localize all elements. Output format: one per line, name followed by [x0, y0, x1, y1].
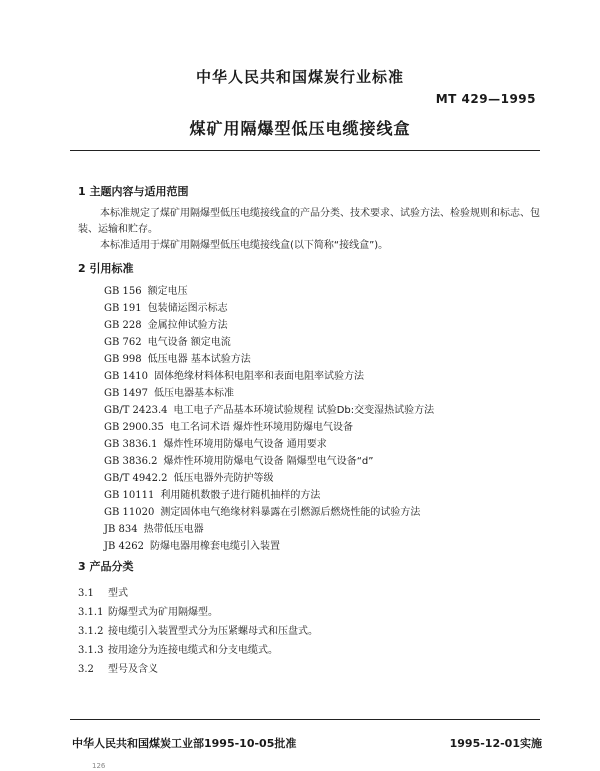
section-1-paragraph-1: 本标准规定了煤矿用隔爆型低压电缆接线盒的产品分类、技术要求、试验方法、检验规则和标志、包装、运输和贮存。	[78, 208, 540, 235]
reference-item: JB 834 热带低压电器	[104, 524, 204, 535]
section-1-paragraph-2: 本标准适用于煤矿用隔爆型低压电缆接线盒(以下简称“接线盒”)。	[100, 240, 389, 251]
reference-item: JB 4262 防爆电器用橡套电缆引入装置	[104, 541, 280, 552]
section-3-heading: 3 产品分类	[78, 560, 134, 573]
reference-item: GB 1497 低压电器基本标准	[104, 388, 234, 399]
reference-item: GB 3836.1 爆炸性环境用防爆电气设备 通用要求	[104, 439, 327, 450]
page-number: 126	[92, 762, 106, 770]
reference-item: GB/T 2423.4 电工电子产品基本环境试验规程 试验Db:交变湿热试验方法	[104, 405, 435, 416]
reference-item: GB 10111 利用随机数骰子进行随机抽样的方法	[104, 490, 321, 501]
footer-divider	[70, 719, 540, 720]
approval-statement: 中华人民共和国煤炭工业部1995-10-05批准	[72, 737, 297, 750]
reference-item: GB 762 电气设备 额定电流	[104, 337, 231, 348]
reference-item: GB 228 金属拉伸试验方法	[104, 320, 228, 331]
clause-item: 3.1.2 接电缆引入装置型式分为压紧螺母式和压盘式。	[78, 626, 318, 637]
implementation-date: 1995-12-01实施	[449, 737, 542, 750]
reference-item: GB 11020 测定固体电气绝缘材料暴露在引燃源后燃烧性能的试验方法	[104, 507, 421, 518]
clause-item: 3.1 型式	[78, 588, 128, 599]
reference-item: GB 1410 固体绝缘材料体积电阻率和表面电阻率试验方法	[104, 371, 364, 382]
reference-item: GB 2900.35 电工名词术语 爆炸性环境用防爆电气设备	[104, 422, 354, 433]
clause-item: 3.2 型号及含义	[78, 664, 158, 675]
standard-number: MT 429—1995	[435, 92, 536, 106]
issuing-agency: 中华人民共和国煤炭行业标准	[195, 68, 404, 86]
header-divider	[70, 150, 540, 151]
reference-item: GB 998 低压电器 基本试验方法	[104, 354, 251, 365]
section-2-heading: 2 引用标准	[78, 262, 134, 275]
reference-item: GB/T 4942.2 低压电器外壳防护等级	[104, 473, 274, 484]
reference-item: GB 156 额定电压	[104, 286, 188, 297]
reference-item: GB 3836.2 爆炸性环境用防爆电气设备 隔爆型电气设备“d”	[104, 456, 374, 467]
clause-item: 3.1.3 按用途分为连接电缆式和分支电缆式。	[78, 645, 278, 656]
clause-item: 3.1.1 防爆型式为矿用隔爆型。	[78, 607, 218, 618]
section-1-heading: 1 主题内容与适用范围	[78, 185, 189, 198]
document-title: 煤矿用隔爆型低压电缆接线盒	[189, 119, 411, 138]
reference-item: GB 191 包装储运图示标志	[104, 303, 228, 314]
